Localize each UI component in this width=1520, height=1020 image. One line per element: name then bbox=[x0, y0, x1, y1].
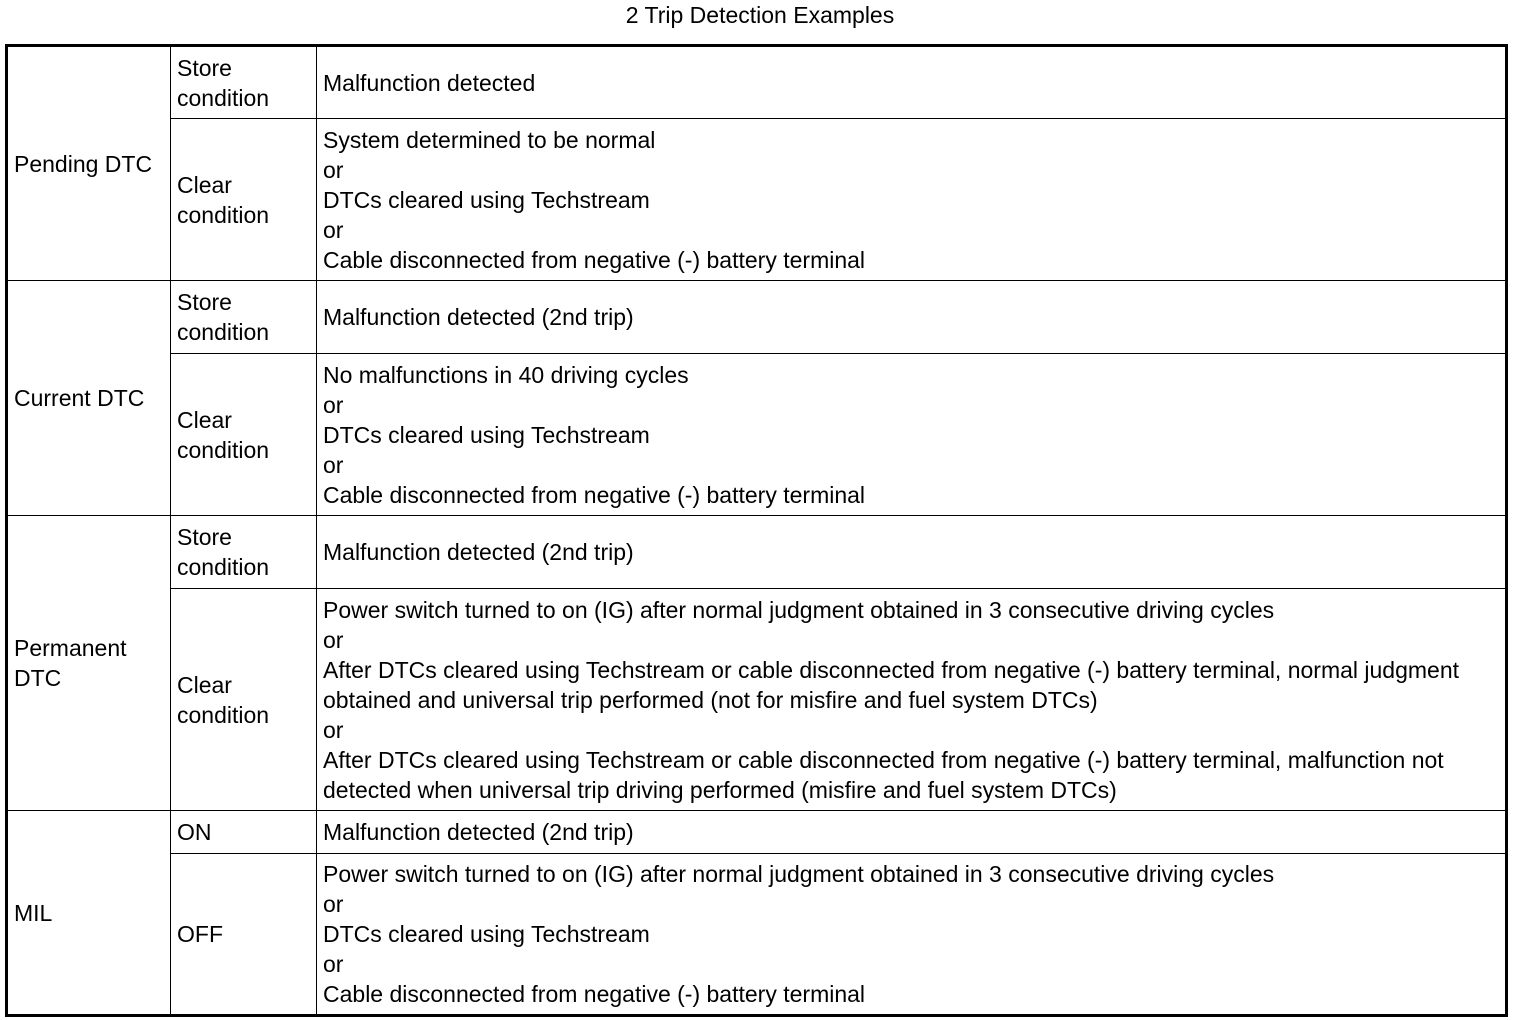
description-line: or bbox=[323, 451, 344, 478]
description-line: or bbox=[323, 951, 344, 977]
table-row bbox=[7, 119, 1507, 281]
page-title: 2 Trip Detection Examples bbox=[625, 2, 895, 28]
condition-label: Clear condition bbox=[171, 354, 317, 516]
condition-description bbox=[317, 354, 1507, 516]
condition-description bbox=[317, 589, 1507, 811]
condition-label: Clear condition bbox=[171, 589, 317, 811]
table-row bbox=[7, 354, 1507, 516]
description-line: Cable disconnected from negative (-) battery terminal bbox=[323, 981, 866, 1007]
condition-label: Store condition bbox=[171, 46, 317, 119]
description-line: DTCs cleared using Techstream bbox=[323, 186, 650, 213]
group-label-pending-dtc: Pending DTC bbox=[7, 46, 171, 281]
condition-label: Clear condition bbox=[171, 119, 317, 281]
table-row bbox=[7, 811, 1507, 854]
condition-description bbox=[317, 281, 1507, 354]
description-line: After DTCs cleared using Techstream or cable disconnected from negative (-) battery terminal, normal judgment obtained and universal trip performed (not for misfire and fuel system DTCs) bbox=[323, 656, 1460, 713]
description-line: or bbox=[323, 216, 344, 243]
description-line: or bbox=[323, 891, 344, 917]
condition-description bbox=[317, 811, 1507, 854]
description-line: or bbox=[323, 716, 344, 743]
description-line: Malfunction detected (2nd trip) bbox=[323, 819, 634, 845]
description-line: Malfunction detected (2nd trip) bbox=[323, 539, 634, 565]
condition-description bbox=[317, 46, 1507, 119]
table-row bbox=[7, 854, 1507, 1016]
condition-label: ON bbox=[171, 811, 317, 854]
description-line: or bbox=[323, 626, 344, 653]
description-line: DTCs cleared using Techstream bbox=[323, 921, 650, 947]
description-line: Malfunction detected bbox=[323, 69, 536, 96]
group-label-mil: MIL bbox=[7, 811, 171, 1016]
table-row bbox=[7, 589, 1507, 811]
table-row bbox=[7, 516, 1507, 589]
table-row bbox=[7, 281, 1507, 354]
table-row bbox=[7, 46, 1507, 119]
description-line: Power switch turned to on (IG) after normal judgment obtained in 3 consecutive driving cycles bbox=[323, 861, 1275, 887]
description-line: System determined to be normal bbox=[323, 126, 656, 153]
description-line: or bbox=[323, 156, 344, 183]
group-label-current-dtc: Current DTC bbox=[7, 281, 171, 516]
description-line: After DTCs cleared using Techstream or cable disconnected from negative (-) battery terminal, malfunction not detected when universal trip driving performed (misfire and fuel system DTCs) bbox=[323, 746, 1444, 803]
description-line: Power switch turned to on (IG) after normal judgment obtained in 3 consecutive driving cycles bbox=[323, 596, 1275, 623]
condition-description bbox=[317, 516, 1507, 589]
description-line: Cable disconnected from negative (-) battery terminal bbox=[323, 246, 866, 273]
condition-label: OFF bbox=[171, 854, 317, 1016]
trip-detection-table bbox=[5, 44, 1508, 1017]
description-line: DTCs cleared using Techstream bbox=[323, 421, 650, 448]
description-line: Malfunction detected (2nd trip) bbox=[323, 304, 634, 330]
condition-label: Store condition bbox=[171, 516, 317, 589]
description-line: Cable disconnected from negative (-) battery terminal bbox=[323, 481, 866, 508]
condition-description bbox=[317, 854, 1507, 1016]
condition-description bbox=[317, 119, 1507, 281]
group-label-permanent-dtc: Permanent DTC bbox=[7, 516, 171, 811]
description-line: No malfunctions in 40 driving cycles bbox=[323, 361, 689, 388]
condition-label: Store condition bbox=[171, 281, 317, 354]
description-line: or bbox=[323, 391, 344, 418]
